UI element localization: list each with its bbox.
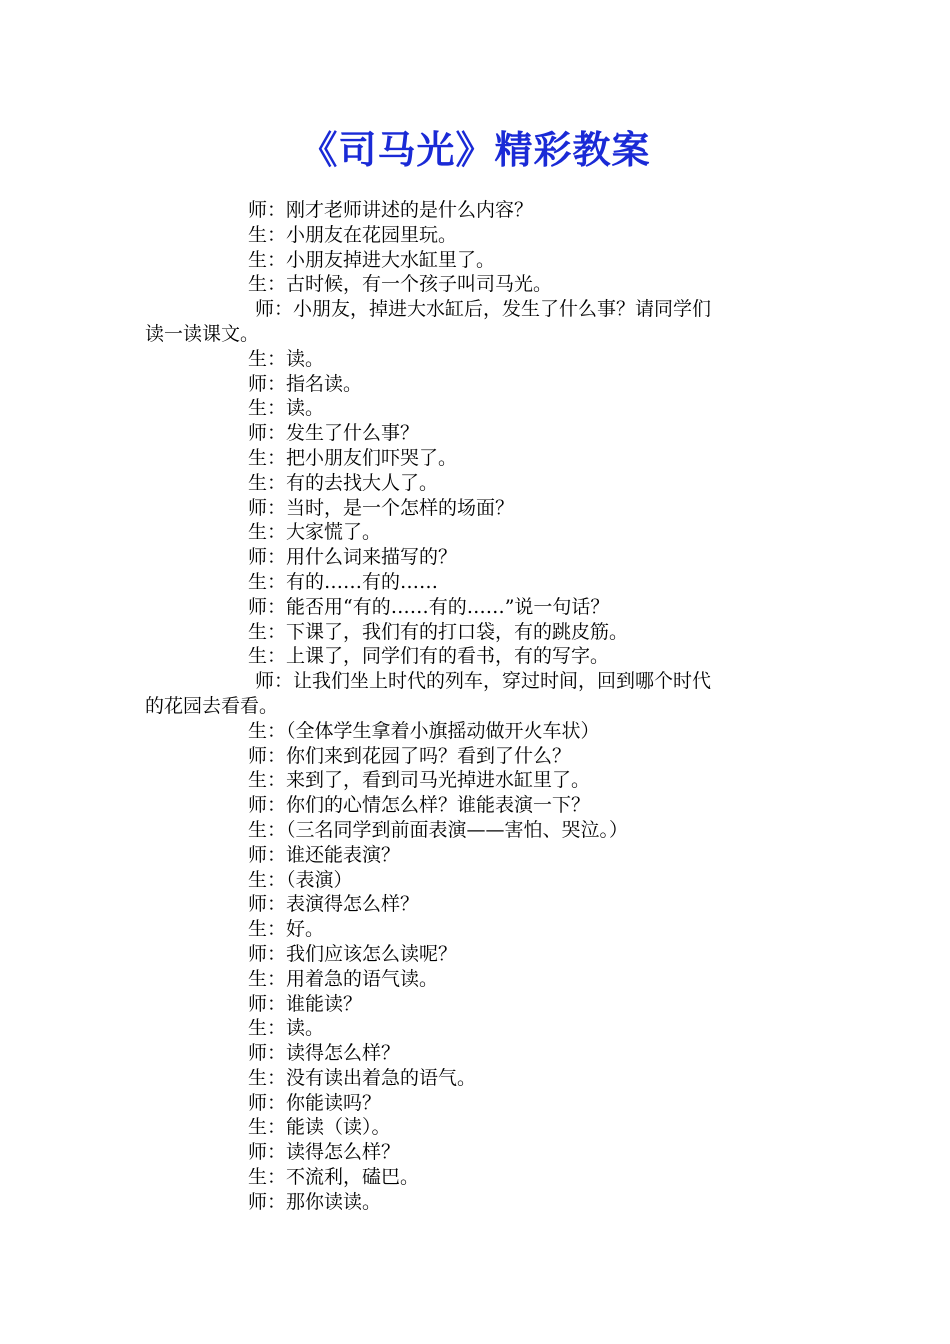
text-line: 师：能否用“有的……有的……”说一句话？ <box>248 595 610 618</box>
text-line: 师：你们来到花园了吗？看到了什么？ <box>248 744 572 767</box>
text-line: 生：小朋友在花园里玩。 <box>248 223 458 246</box>
text-line: 师：读得怎么样？ <box>248 1141 401 1164</box>
text-line: 师：你能读吗？ <box>248 1091 382 1114</box>
text-line: 生：不流利，磕巴。 <box>248 1166 420 1189</box>
text-line: 生：古时候，有一个孩子叫司马光。 <box>248 273 553 296</box>
text-line: 生：能读（读）。 <box>248 1116 391 1139</box>
text-line: 生：用着急的语气读。 <box>248 967 439 990</box>
text-line: 生：有的去找大人了。 <box>248 471 439 494</box>
text-line: 读一读课文。 <box>145 322 260 345</box>
text-line: 生：（表演） <box>248 868 353 891</box>
text-line: 生：下课了，我们有的打口袋，有的跳皮筋。 <box>248 620 629 643</box>
text-line: 的花园去看看。 <box>145 694 279 717</box>
text-line: 生：好。 <box>248 918 325 941</box>
text-line: 生：大家慌了。 <box>248 521 382 544</box>
text-line: 师：读得怎么样？ <box>248 1042 401 1065</box>
text-line: 生：把小朋友们吓哭了。 <box>248 446 458 469</box>
text-line: 师：让我们坐上时代的列车，穿过时间，回到哪个时代 <box>255 670 712 693</box>
text-line: 师：谁能读？ <box>248 992 363 1015</box>
text-line: 师：用什么词来描写的？ <box>248 546 458 569</box>
text-line: 师：发生了什么事？ <box>248 422 420 445</box>
text-line: 师：那你读读。 <box>248 1190 382 1213</box>
text-line: 师：刚才老师讲述的是什么内容？ <box>248 199 534 221</box>
text-line: 师：小朋友，掉进大水缸后，发生了什么事？请同学们 <box>255 298 712 321</box>
text-line: 生：来到了，看到司马光掉进水缸里了。 <box>248 769 591 792</box>
text-line: 师：你们的心情怎么样？谁能表演一下？ <box>248 794 591 817</box>
text-line: 生：有的……有的…… <box>248 570 439 593</box>
document-body <box>145 198 807 1215</box>
text-line: 生：上课了，同学们有的看书，有的写字。 <box>248 645 610 668</box>
text-line: 生：读。 <box>248 347 325 370</box>
text-line: 师：我们应该怎么读呢？ <box>248 942 458 965</box>
text-line: 师：表演得怎么样？ <box>248 893 420 916</box>
page-title: 《司马光》精彩教案 <box>299 128 651 172</box>
text-line: 生：没有读出着急的语气。 <box>248 1066 477 1089</box>
text-line: 生：小朋友掉进大水缸里了。 <box>248 248 496 271</box>
text-line: 生：读。 <box>248 1017 325 1040</box>
text-line: 生：读。 <box>248 397 325 420</box>
text-line: 师：当时，是一个怎样的场面？ <box>248 496 515 519</box>
text-line: 师：指名读。 <box>248 372 363 395</box>
text-line: 生：（全体学生拿着小旗摇动做开火车状） <box>248 719 600 742</box>
text-line: 师：谁还能表演？ <box>248 843 401 866</box>
text-line: 生：（三名同学到前面表演——害怕、哭泣。） <box>248 818 629 841</box>
